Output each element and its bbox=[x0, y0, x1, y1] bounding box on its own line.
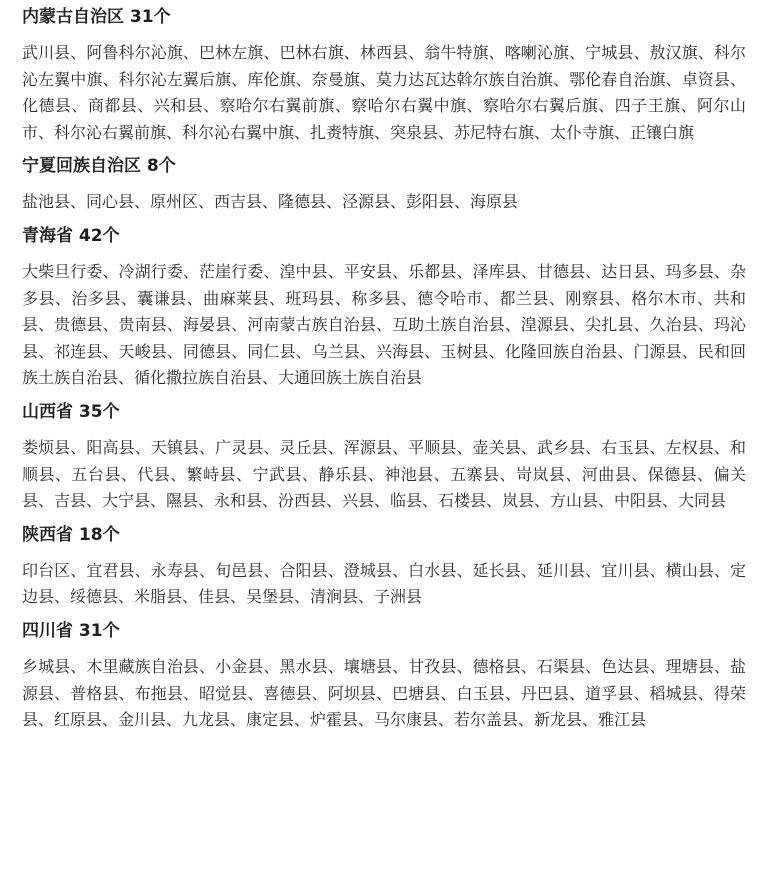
section-neimenggu bbox=[22, 4, 746, 146]
county-list: 娄烦县、阳高县、天镇县、广灵县、灵丘县、浑源县、平顺县、壶关县、武乡县、右玉县、左权县、和顺县、五台县、代县、繁峙县、宁武县、静乐县、神池县、五寨县、岢岚县、河曲县、保德县、偏关县、吉县、大宁县、隰县、永和县、汾西县、兴县、临县、石楼县、岚县、方山县、中阳县、大同县 bbox=[22, 437, 746, 511]
section-shaanxi bbox=[22, 522, 746, 611]
section-qinghai bbox=[22, 223, 746, 392]
county-list: 武川县、阿鲁科尔沁旗、巴林左旗、巴林右旗、林西县、翁牛特旗、喀喇沁旗、宁城县、敖汉旗、科尔沁左翼中旗、科尔沁左翼后旗、库伦旗、奈曼旗、莫力达瓦达斡尔族自治旗、鄂伦春自治旗、卓资县、化德县、商都县、兴和县、察哈尔右翼前旗、察哈尔右翼中旗、察哈尔右翼后旗、四子王旗、阿尔山市、科尔沁右翼前旗、科尔沁右翼中旗、扎赉特旗、突泉县、苏尼特右旗、太仆寺旗、正镶白旗 bbox=[22, 43, 746, 142]
section-heading: 青海省 42个 bbox=[22, 225, 120, 246]
section-sichuan bbox=[22, 618, 746, 734]
county-list: 大柴旦行委、冷湖行委、茫崖行委、湟中县、平安县、乐都县、泽库县、甘德县、达日县、玛多县、杂多县、治多县、囊谦县、曲麻莱县、班玛县、称多县、德令哈市、都兰县、刚察县、格尔木市、共和县、贵德县、贵南县、海晏县、河南蒙古族自治县、互助土族自治县、湟源县、尖扎县、久治县、玛沁县、祁连县、天峻县、同德县、同仁县、乌兰县、兴海县、玉树县、化隆回族自治县、门源县、民和回族土族自治县、循化撒拉族自治县、大通回族土族自治县 bbox=[22, 261, 746, 388]
section-heading: 内蒙古自治区 31个 bbox=[22, 7, 171, 27]
section-heading: 宁夏回族自治区 8个 bbox=[22, 156, 176, 177]
section-heading: 山西省 35个 bbox=[22, 401, 120, 422]
county-list: 乡城县、木里藏族自治县、小金县、黑水县、壤塘县、甘孜县、德格县、石渠县、色达县、理塘县、盐源县、普格县、布拖县、昭觉县、喜德县、阿坝县、巴塘县、白玉县、丹巴县、道孚县、稻城县、得荣县、红原县、金川县、九龙县、康定县、炉霍县、马尔康县、若尔盖县、新龙县、雅江县 bbox=[22, 656, 746, 730]
county-list: 印台区、宜君县、永寿县、旬邑县、合阳县、澄城县、白水县、延长县、延川县、宜川县、横山县、定边县、绥德县、米脂县、佳县、吴堡县、清涧县、子洲县 bbox=[22, 560, 746, 607]
section-ningxia bbox=[22, 153, 746, 216]
section-shanxi bbox=[22, 399, 746, 515]
section-heading: 陕西省 18个 bbox=[22, 524, 120, 545]
county-list: 盐池县、同心县、原州区、西吉县、隆德县、泾源县、彭阳县、海原县 bbox=[22, 192, 519, 212]
section-heading: 四川省 31个 bbox=[22, 620, 120, 641]
